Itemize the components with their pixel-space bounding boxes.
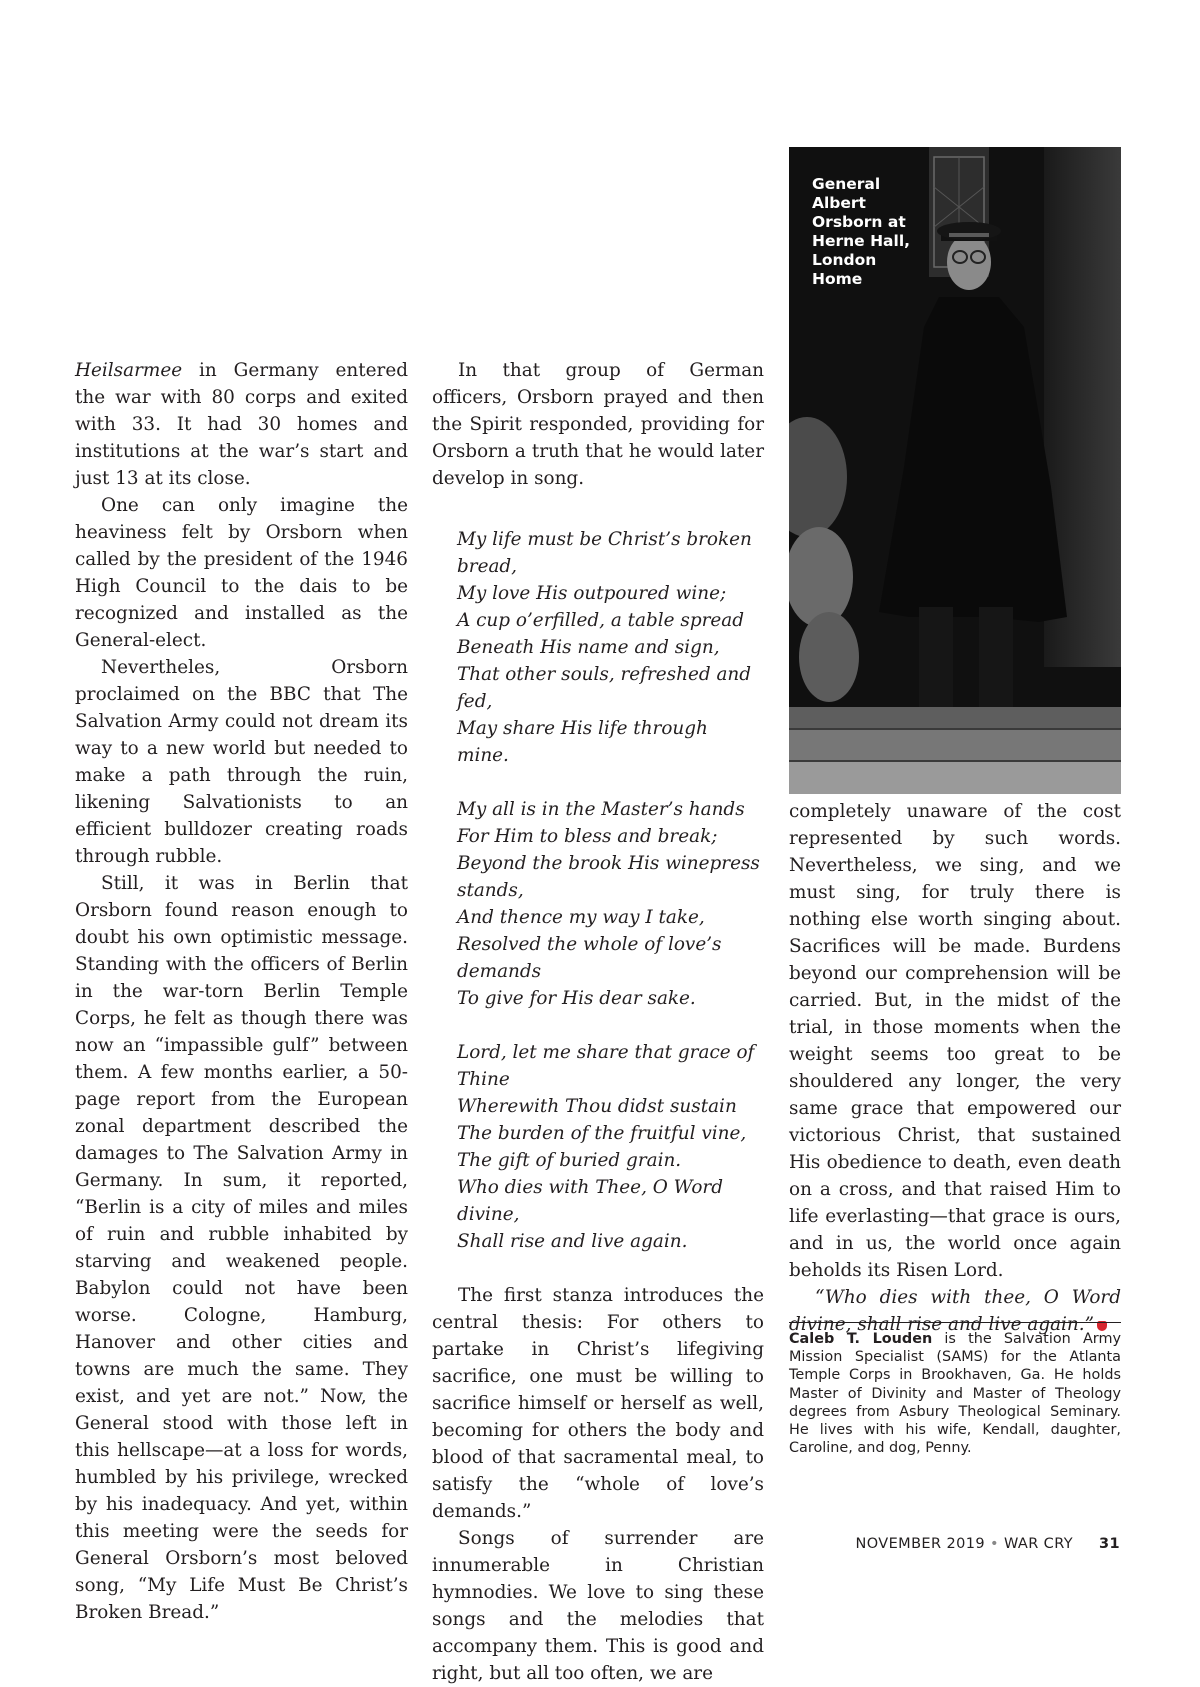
article-column-2	[432, 357, 764, 1687]
hymn-line: Shall rise and live again.	[457, 1231, 688, 1252]
footer-magazine: WAR CRY	[1003, 1536, 1074, 1552]
footer-issue: NOVEMBER 2019	[855, 1536, 985, 1552]
bio-divider	[789, 1322, 1121, 1323]
hymn-line: Beneath His name and sign,	[457, 637, 720, 658]
caption-line: Orsborn at	[812, 213, 906, 231]
hymn-line: My love His outpoured wine;	[457, 583, 727, 604]
page-footer	[855, 1536, 1120, 1552]
paragraph	[75, 357, 408, 492]
hymn-line: The gift of buried grain.	[457, 1150, 682, 1171]
hymn-line: That other souls, refreshed and fed,	[457, 664, 752, 712]
article-column-1	[75, 357, 408, 1626]
article-column-3	[789, 798, 1121, 1338]
hymn-line: Beyond the brook His winepress stands,	[457, 853, 760, 901]
closing-quote-text: “Who dies with thee, O Word divine, shall rise and live again.”	[789, 1287, 1121, 1335]
caption-line: Herne Hall,	[812, 232, 911, 250]
paragraph: The first stanza introduces the central thesis: For others to partake in Christ’s lifegiving sacrifice, one must be willing to sacrifice himself or herself as well, becoming for others the body and blood of that sacramental meal, to satisfy the “whole of love’s demands.”	[432, 1285, 764, 1522]
hymn-line: And thence my way I take,	[457, 907, 705, 928]
hymn-line: Resolved the whole of love’s demands	[457, 934, 722, 982]
hymn-line: The burden of the fruitful vine,	[457, 1123, 747, 1144]
caption-line: Albert	[812, 194, 866, 212]
caption-line: London	[812, 251, 877, 269]
page-number: 31	[1099, 1536, 1120, 1552]
hymn-stanza	[457, 526, 764, 769]
author-bio	[789, 1330, 1121, 1457]
paragraph: One can only imagine the heaviness felt by Orsborn when called by the president of the 1946 High Council to the dais to be recognized and installed as the General-elect.	[75, 495, 408, 651]
paragraph-text: in Germany entered the war with 80 corps and exited with 33. It had 30 homes and institutions at the war’s start and just 13 at its close.	[75, 360, 408, 489]
hymn-line: My all is in the Master’s hands	[457, 799, 745, 820]
hymn-stanza	[457, 1039, 764, 1255]
photo-caption	[812, 175, 922, 289]
hymn-line: Who dies with Thee, O Word divine,	[457, 1177, 723, 1225]
hymn-line: To give for His dear sake.	[457, 988, 696, 1009]
paragraph: Nevertheles, Orsborn proclaimed on the BBC that The Salvation Army could not dream its way to a new world but needed to make a path through the ruin, likening Salvationists to an efficient bulldozer creating roads through rubble.	[75, 657, 408, 867]
hymn-line: A cup o’erfilled, a table spread	[457, 610, 745, 631]
paragraph: Still, it was in Berlin that Orsborn found reason enough to doubt his own optimistic message. Standing with the officers of Berlin in the war-torn Berlin Temple Corps, he felt as though there was now an “impassible gulf” between them. A few months earlier, a 50-page report from the European zonal department described the damages to The Salvation Army in Germany. In sum, it reported, “Berlin is a city of miles and miles of ruin and rubble inhabited by starving and weakened people. Babylon could not have been worse. Cologne, Hamburg, Hanover and other cities and towns are much the same. They exist, and yet are not.” Now, the General stood with those left in this hellscape—at a loss for words, humbled by his privilege, wrecked by his inadequacy. And yet, within this meeting were the seeds for General Orsborn’s most beloved song, “My Life Must Be Christ’s Broken Bread.”	[75, 873, 408, 1623]
hymn-line: Lord, let me share that grace of Thine	[457, 1042, 755, 1090]
caption-line: General	[812, 175, 881, 193]
hymn-stanza	[457, 796, 764, 1012]
paragraph: Songs of surrender are innumerable in Christian hymnodies. We love to sing these songs and the melodies that accompany them. This is good and right, but all too often, we are	[432, 1528, 764, 1684]
hymn-line: My life must be Christ’s broken bread,	[457, 529, 752, 577]
paragraph: completely unaware of the cost represented by such words. Nevertheless, we sing, and we must sing, for truly there is nothing else worth singing about. Sacrifices will be made. Burdens beyond our comprehension will be carried. But, in the midst of the trial, in those moments when the weight seems too great to be shouldered any longer, the very same grace that empowered our victorious Christ, that sustained His obedience to death, even death on a cross, and that raised Him to life everlasting—that grace is ours, and in us, the world once again beholds its Risen Lord.	[789, 801, 1121, 1281]
author-bio-text: is the Salvation Army Mission Specialist (SAMS) for the Atlanta Temple Corps in Brookhaven, Ga. He holds Master of Divinity and Master of Theology degrees from Asbury Theological Seminary. He lives with his wife, Kendall, daughter, Caroline, and dog, Penny.	[789, 1331, 1121, 1457]
author-name: Caleb T. Louden	[789, 1331, 933, 1347]
article-photo	[789, 147, 1121, 794]
paragraph: In that group of German officers, Orsborn prayed and then the Spirit responded, providing for Orsborn a truth that he would later develop in song.	[432, 360, 764, 489]
hymn-line: Wherewith Thou didst sustain	[457, 1096, 737, 1117]
hymn-lyrics	[457, 526, 764, 1255]
hymn-line: May share His life through mine.	[457, 718, 708, 766]
hymn-line: For Him to bless and break;	[457, 826, 718, 847]
caption-line: Home	[812, 270, 863, 288]
footer-separator: •	[989, 1536, 999, 1552]
foreign-term: Heilsarmee	[75, 360, 183, 381]
